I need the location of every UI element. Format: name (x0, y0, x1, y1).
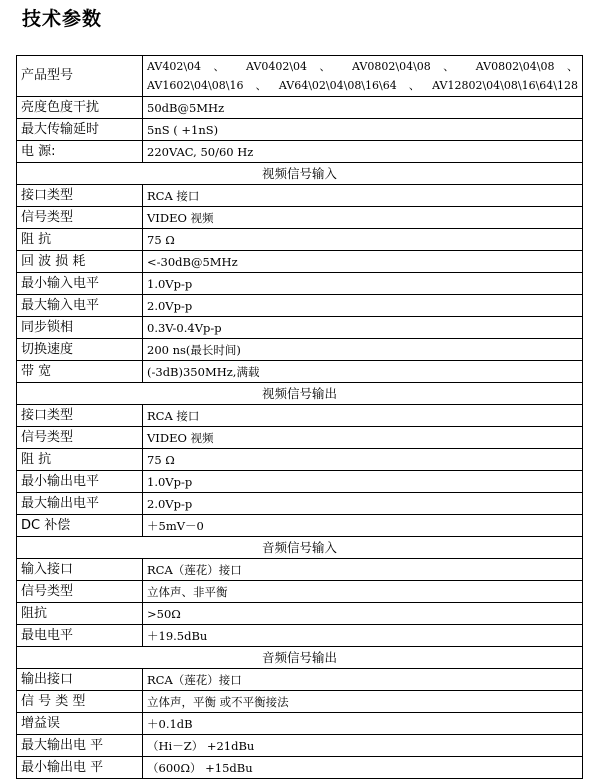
spec-label: 最小输入电平 (17, 273, 143, 295)
spec-value: RCA（莲花）接口 (143, 669, 583, 691)
spec-value: 立体声，平衡 或不平衡接法 (143, 691, 583, 713)
spec-value: 75 Ω (143, 229, 583, 251)
spec-value: ＋0.1dB (143, 713, 583, 735)
spec-row (17, 273, 583, 295)
spec-value: RCA 接口 (143, 185, 583, 207)
spec-label: 切换速度 (17, 339, 143, 361)
spec-value: >50Ω (143, 603, 583, 625)
section-row (17, 163, 583, 185)
spec-value: 5nS ( +1nS) (143, 119, 583, 141)
spec-label: 输入接口 (17, 559, 143, 581)
spec-label: 最大输入电平 (17, 295, 143, 317)
spec-value: 50dB@5MHz (143, 97, 583, 119)
page-title: 技术参数 (22, 8, 103, 30)
spec-label: 带 宽 (17, 361, 143, 383)
spec-label: 信 号 类 型 (17, 691, 143, 713)
spec-label: 接口类型 (17, 405, 143, 427)
spec-value: 0.3V-0.4Vp-p (143, 317, 583, 339)
spec-value: 2.0Vp-p (143, 493, 583, 515)
spec-value: (-3dB)350MHz,满载 (143, 361, 583, 383)
spec-value: RCA 接口 (143, 405, 583, 427)
spec-row (17, 317, 583, 339)
spec-label: DC 补偿 (17, 515, 143, 537)
spec-row (17, 427, 583, 449)
spec-label: 同步锁相 (17, 317, 143, 339)
spec-label: 信号类型 (17, 207, 143, 229)
spec-value: 1.0Vp-p (143, 471, 583, 493)
spec-value: VIDEO 视频 (143, 207, 583, 229)
spec-row (17, 669, 583, 691)
spec-label: 最大输出电 平 (17, 735, 143, 757)
spec-value: （Hi－Z） +21dBu (143, 735, 583, 757)
spec-row (17, 735, 583, 757)
section-heading: 视频信号输入 (17, 163, 583, 185)
spec-row (17, 405, 583, 427)
spec-label: 输出接口 (17, 669, 143, 691)
spec-value: ＋5mV－0 (143, 515, 583, 537)
spec-row (17, 493, 583, 515)
section-row (17, 647, 583, 669)
spec-row (17, 119, 583, 141)
spec-row (17, 449, 583, 471)
spec-row (17, 757, 583, 779)
spec-label: 最电电平 (17, 625, 143, 647)
spec-value: （600Ω） +15dBu (143, 757, 583, 779)
spec-table (16, 55, 583, 779)
spec-label: 产品型号 (17, 56, 143, 97)
spec-row (17, 581, 583, 603)
spec-label: 最小输出电 平 (17, 757, 143, 779)
spec-value: RCA（莲花）接口 (143, 559, 583, 581)
spec-label: 最大输出电平 (17, 493, 143, 515)
spec-row (17, 339, 583, 361)
section-row (17, 537, 583, 559)
spec-label: 信号类型 (17, 581, 143, 603)
section-heading: 视频信号输出 (17, 383, 583, 405)
spec-value: 75 Ω (143, 449, 583, 471)
spec-label: 阻 抗 (17, 449, 143, 471)
spec-label: 阻抗 (17, 603, 143, 625)
spec-label: 亮度色度干扰 (17, 97, 143, 119)
spec-row (17, 625, 583, 647)
spec-value: 200 ns(最长时间) (143, 339, 583, 361)
spec-row (17, 207, 583, 229)
spec-row (17, 229, 583, 251)
spec-label: 回 波 损 耗 (17, 251, 143, 273)
spec-row (17, 97, 583, 119)
section-heading: 音频信号输出 (17, 647, 583, 669)
spec-row (17, 295, 583, 317)
spec-value: 立体声、非平衡 (143, 581, 583, 603)
spec-value: 2.0Vp-p (143, 295, 583, 317)
spec-label: 最小输出电平 (17, 471, 143, 493)
spec-row (17, 713, 583, 735)
spec-label: 信号类型 (17, 427, 143, 449)
spec-value: ＋19.5dBu (143, 625, 583, 647)
spec-row (17, 691, 583, 713)
spec-row (17, 515, 583, 537)
spec-row (17, 471, 583, 493)
spec-value: AV402\04 、 AV0402\04 、 AV0802\04\08 、 AV0802\04\08 、 AV1602\04\08\16、AV64\02\04\08\16\64、AV12802\04\08\16\64\128 (143, 56, 583, 97)
spec-label: 接口类型 (17, 185, 143, 207)
spec-row (17, 361, 583, 383)
spec-row (17, 141, 583, 163)
spec-label: 增益误 (17, 713, 143, 735)
spec-label: 最大传输延时 (17, 119, 143, 141)
spec-row (17, 603, 583, 625)
section-heading: 音频信号输入 (17, 537, 583, 559)
spec-label: 阻 抗 (17, 229, 143, 251)
spec-value: VIDEO 视频 (143, 427, 583, 449)
spec-label: 电 源: (17, 141, 143, 163)
section-row (17, 383, 583, 405)
spec-row (17, 251, 583, 273)
spec-row (17, 559, 583, 581)
spec-value: 1.0Vp-p (143, 273, 583, 295)
spec-value: <-30dB@5MHz (143, 251, 583, 273)
spec-row (17, 56, 583, 97)
spec-row (17, 185, 583, 207)
spec-value: 220VAC, 50/60 Hz (143, 141, 583, 163)
